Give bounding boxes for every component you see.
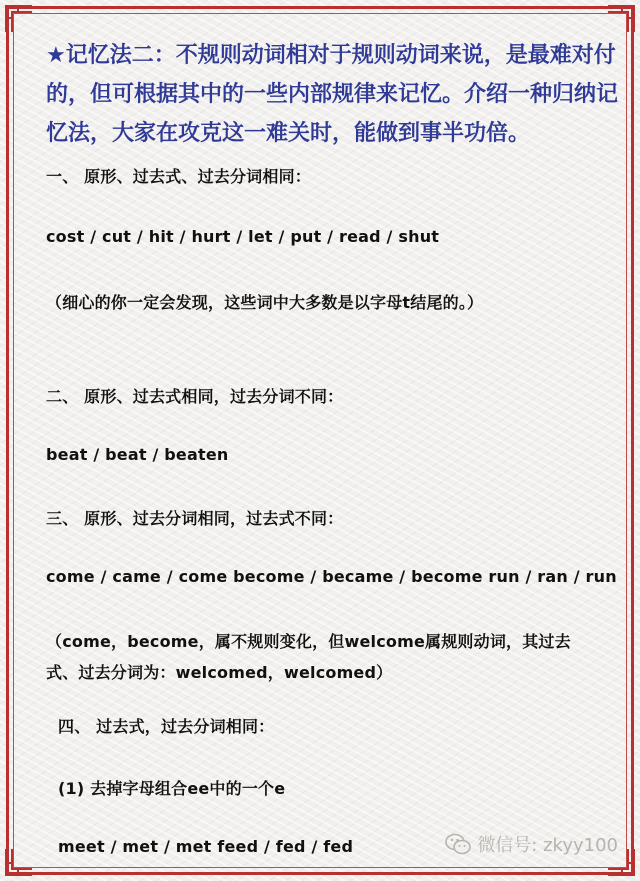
section4-sub1: (1) 去掉字母组合ee中的一个e [58,779,286,798]
section4-words: meet / met / met feed / fed / fed [58,837,354,856]
watermark [445,831,618,857]
section1-heading: 一、 原形、过去式、过去分词相同： [46,167,311,186]
wechat-icon [445,833,471,855]
intro-paragraph: ★记忆法二：不规则动词相对于规则动词来说，是最难对付的，但可根据其中的一些内部规律来记忆。介绍一种归纳记忆法，大家在攻克这一难关时，能做到事半功倍。 [46,43,619,146]
section2-heading: 二、 原形、过去式相同，过去分词不同： [46,387,344,406]
watermark-text: 微信号: zkyy100 [477,835,618,856]
section4-heading: 四、 过去式，过去分词相同： [58,717,275,736]
section1-words: cost / cut / hit / hurt / let / put / read / shut [46,227,440,246]
section3-words: come / came / come become / became / become run / ran / run [46,567,617,586]
section3-note-line2: 式、过去分词为：welcomed，welcomed） [46,663,393,682]
section1-note: （细心的你一定会发现，这些词中大多数是以字母t结尾的。） [46,293,484,312]
section3-note-line1: （come，become，属不规则变化，但welcome属规则动词，其过去 [46,632,571,651]
section2-words: beat / beat / beaten [46,445,229,464]
section3-heading: 三、 原形、过去分词相同，过去式不同： [46,509,344,528]
